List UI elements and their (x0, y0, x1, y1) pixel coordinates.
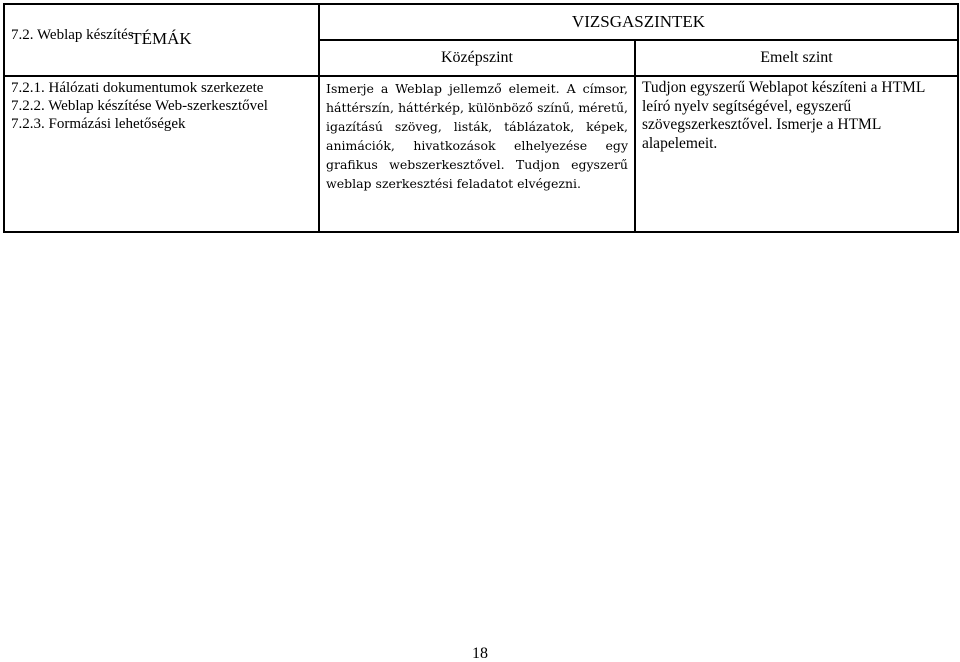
exam-requirements-table (3, 3, 959, 233)
mid-level-text: Ismerje a Weblap jellemző elemeit. A címsor, háttérszín, háttérkép, különböző színű, méretű, igazítású szöveg, listák, táblázatok, képek, animációk, hivatkozások elhelyezése egy grafikus webszerkesztővel. Tudjon egyszerű weblap szerkesztési feladatot elvégezni. (326, 81, 628, 191)
advanced-level-header (635, 40, 958, 76)
advanced-level-header-label: Emelt szint (760, 49, 833, 66)
page-number: 18 (472, 645, 488, 662)
content-row (4, 76, 958, 232)
exam-levels-header (319, 4, 958, 40)
mid-level-header (319, 40, 635, 76)
header-row-top (4, 4, 958, 40)
topic-item: 7.2.3. Formázási lehetőségek (11, 116, 186, 132)
advanced-level-text: Tudjon egyszerű Weblapot készíteni a HTML leíró nyelv segítségével, egyszerű szövegszerkesztővel. Ismerje a HTML alapelemeit. (642, 79, 925, 152)
section-title: 7.2. Weblap készítés (11, 27, 134, 43)
topic-item: 7.2.2. Weblap készítése Web-szerkesztővel (11, 98, 268, 114)
advanced-level-cell (635, 76, 958, 232)
topics-header-label: TÉMÁK (131, 29, 192, 48)
topic-list (11, 79, 268, 133)
mid-level-header-label: Középszint (441, 49, 513, 66)
exam-levels-header-label: VIZSGASZINTEK (571, 12, 706, 31)
mid-level-cell (319, 76, 635, 232)
topic-item: 7.2.1. Hálózati dokumentumok szerkezete (11, 80, 264, 96)
